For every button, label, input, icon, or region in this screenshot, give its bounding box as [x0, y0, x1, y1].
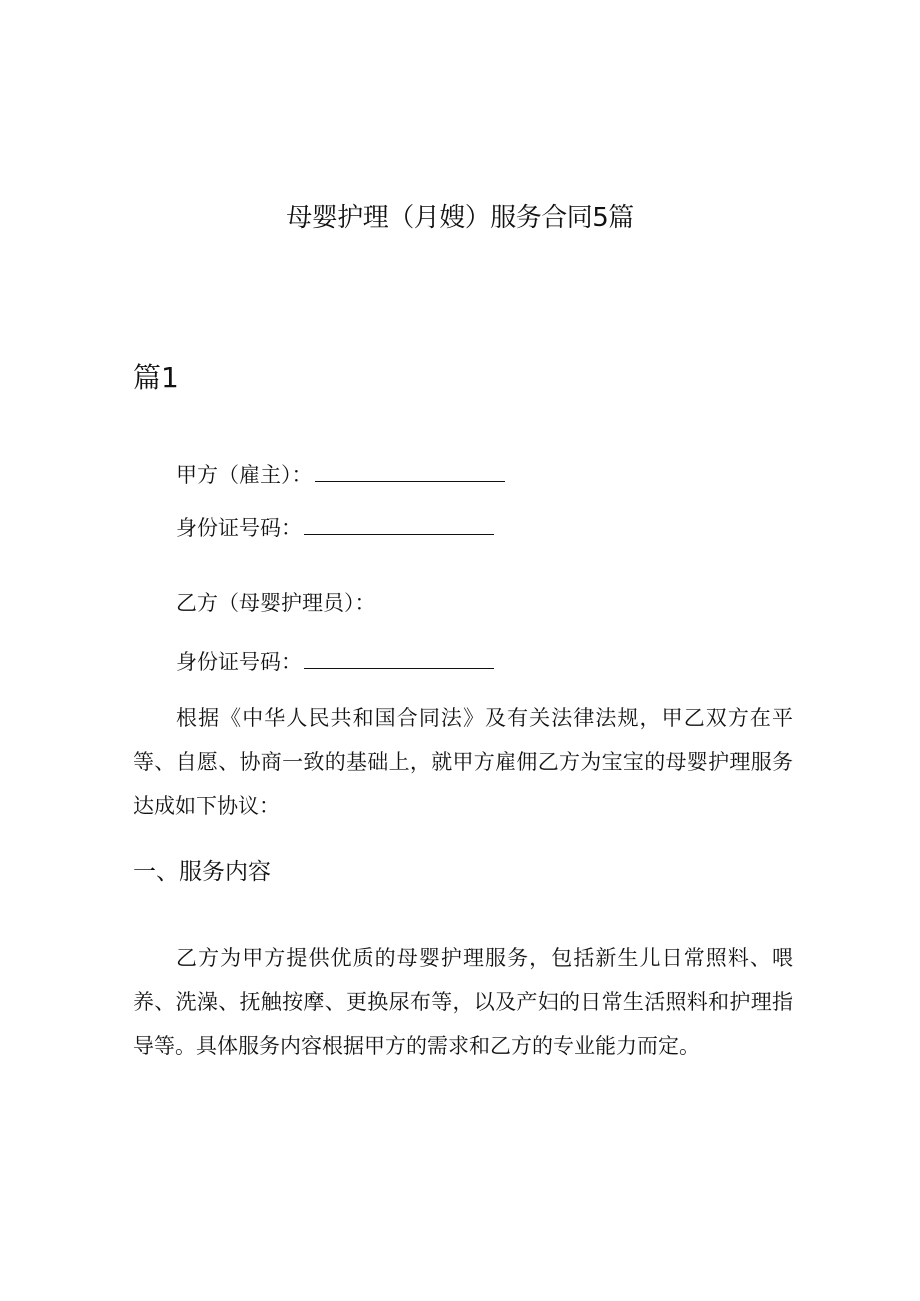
party-a-blank-line [315, 461, 505, 482]
section-heading: 篇1 [133, 361, 179, 394]
party-a-id-label: 身份证号码： [176, 516, 302, 540]
clause-1-heading: 一、服务内容 [133, 859, 271, 885]
clause-1-body: 乙方为甲方提供优质的母婴护理服务，包括新生儿日常照料、喂养、洗澡、抚触按摩、更换尿布等，以及产妇的日常生活照料和护理指导等。具体服务内容根据甲方的需求和乙方的专业能力而定。 [133, 946, 793, 1058]
party-a-label: 甲方（雇主）： [176, 463, 313, 487]
intro-paragraph: 根据《中华人民共和国合同法》及有关法律法规，甲乙双方在平等、自愿、协商一致的基础上，就甲方雇佣乙方为宝宝的母婴护理服务达成如下协议： [133, 706, 793, 818]
party-b-field [176, 587, 376, 619]
party-b-label: 乙方（母婴护理员）： [176, 591, 376, 615]
party-a-id-blank-line [304, 514, 494, 535]
document-title: 母婴护理（月嫂）服务合同5篇 [286, 203, 634, 233]
party-b-id-field [176, 646, 494, 678]
party-b-id-label: 身份证号码： [176, 650, 302, 674]
party-a-id-field [176, 512, 494, 544]
party-b-id-blank-line [304, 648, 494, 669]
party-a-field [176, 459, 505, 491]
